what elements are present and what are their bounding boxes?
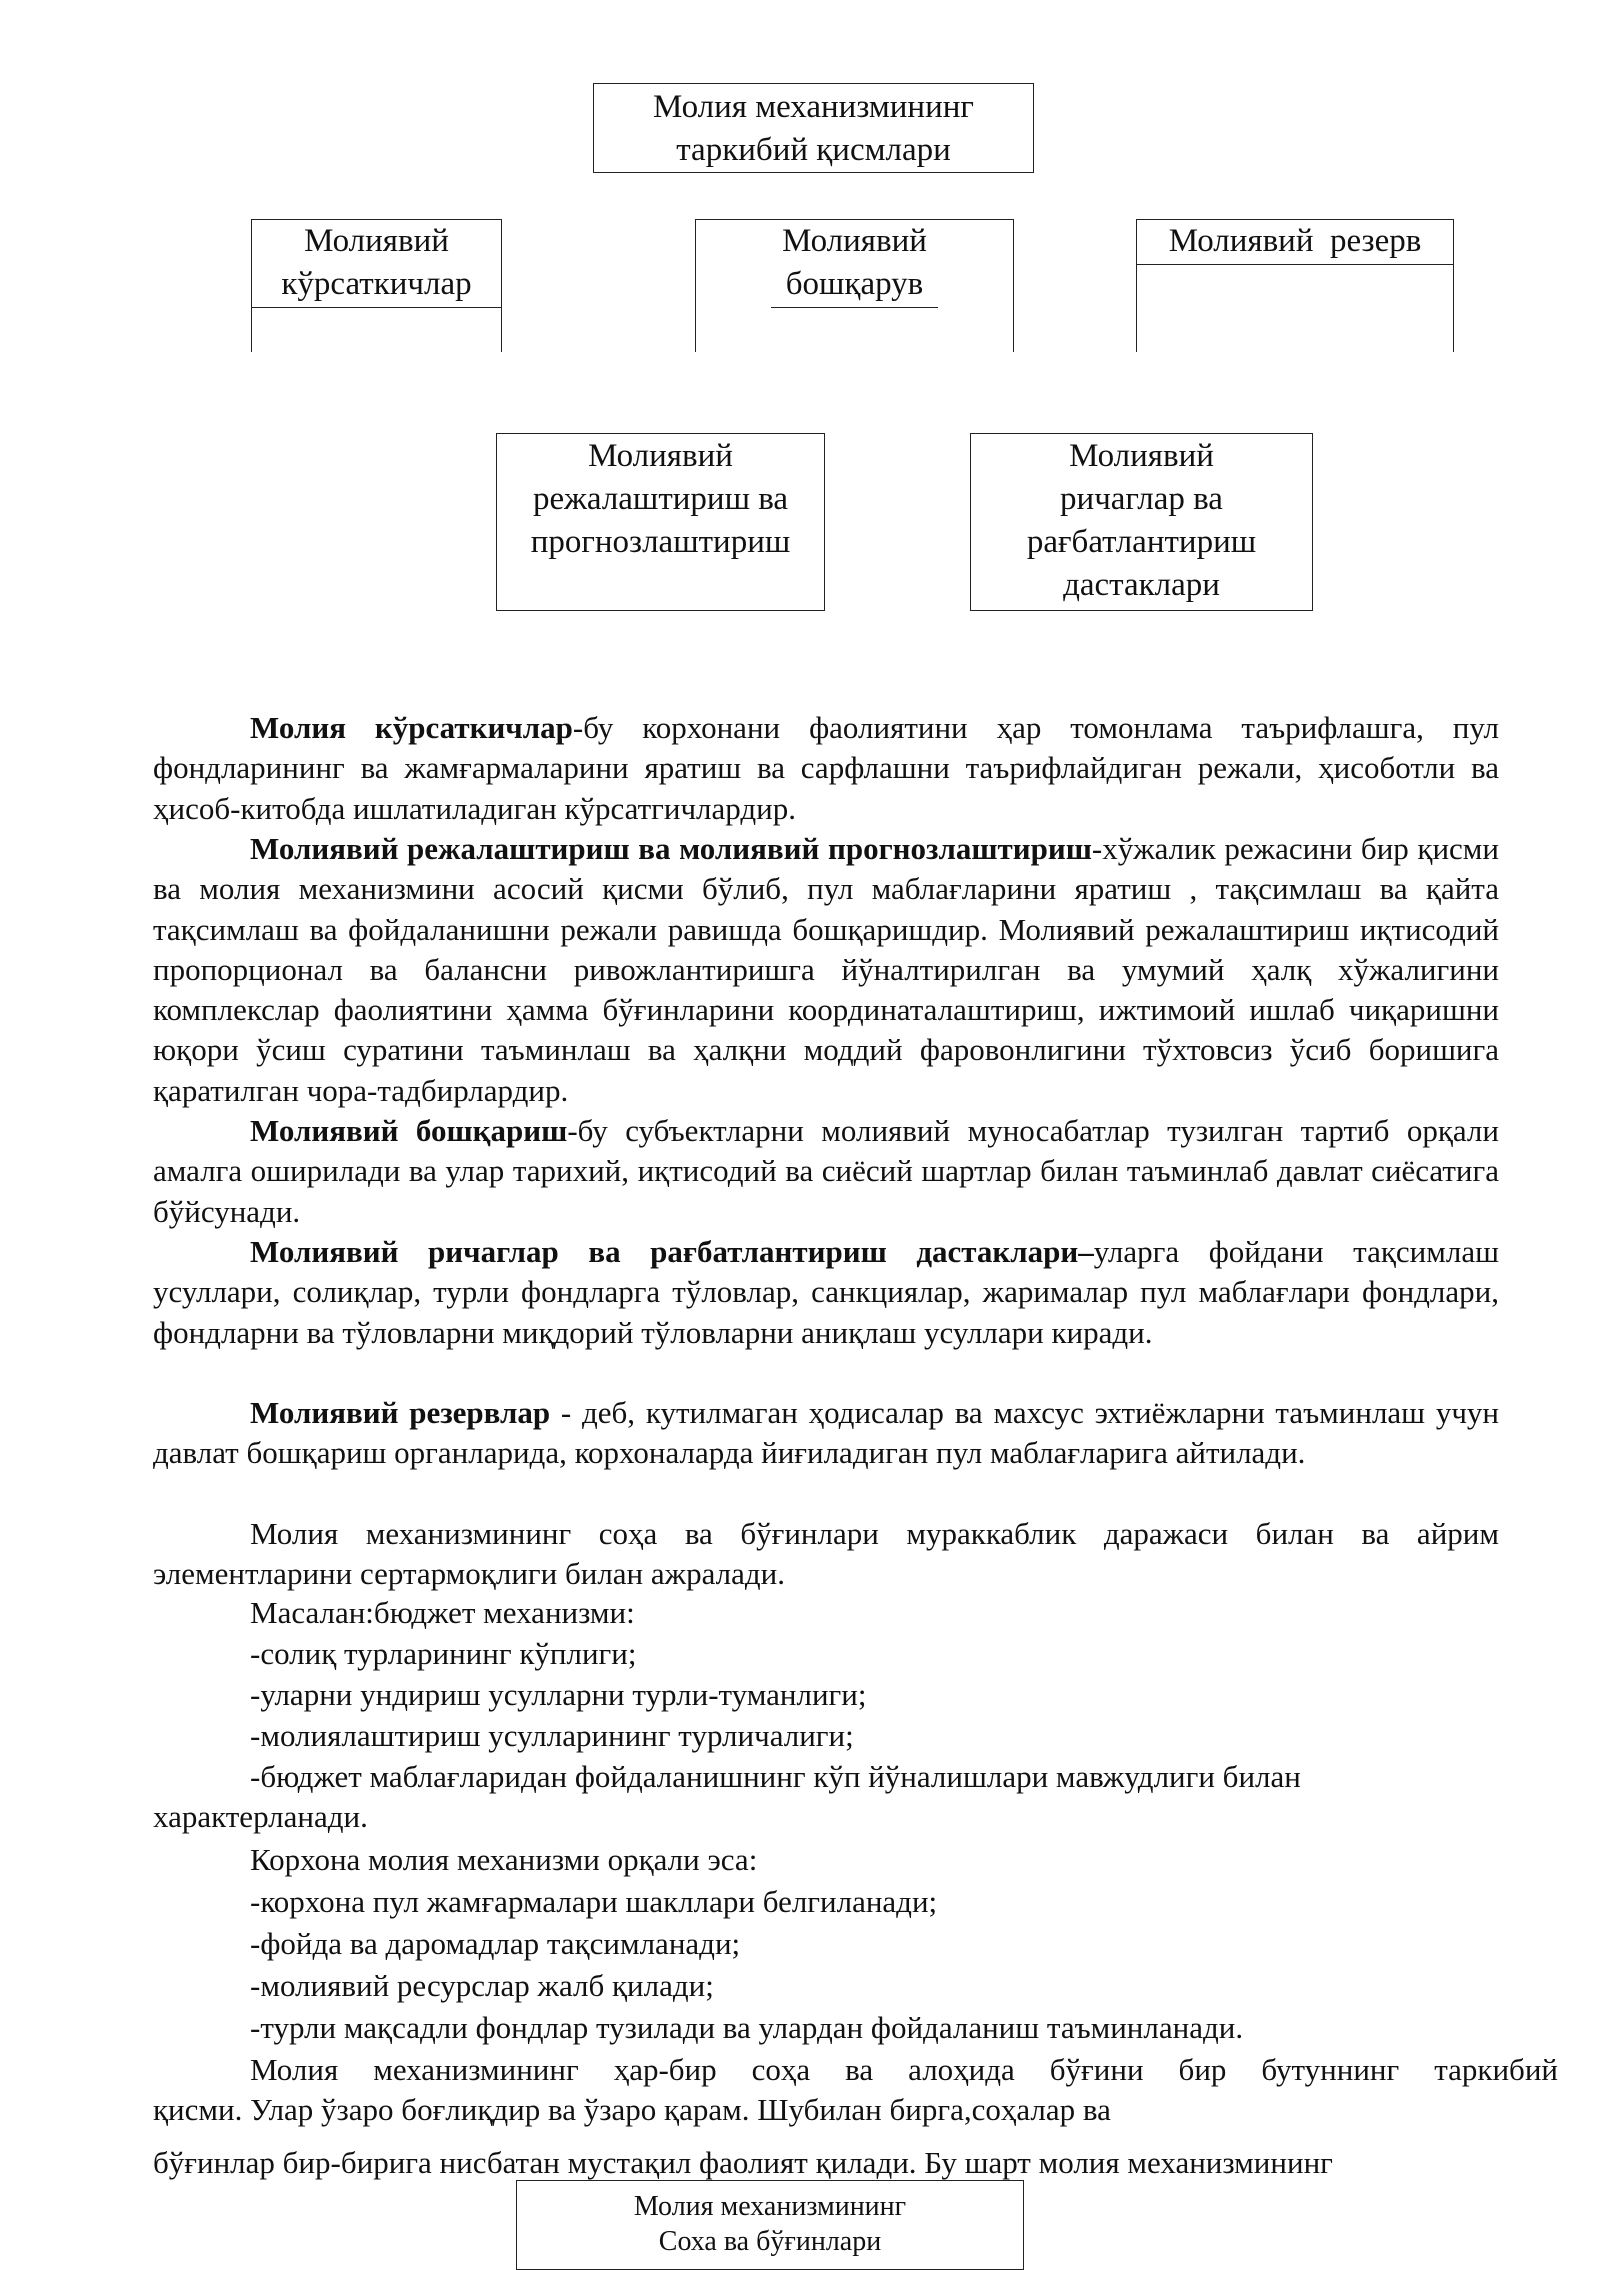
diagram-box-label-line1: Молиявий <box>588 438 733 474</box>
diagram-box-label-line2: кўрсаткичлар <box>281 266 472 302</box>
paragraph-financial-reserves <box>153 1393 1499 1474</box>
paragraph-sectors-complexity <box>153 1514 1499 1595</box>
diagram-box-underline <box>771 307 938 308</box>
paragraph-line: бўғинлар бир-бирига нисбатан мустақил фаолият қилади. Бу шарт молия механизмининг <box>153 2145 1333 2180</box>
diagram-bottom-box <box>516 2180 1024 2270</box>
enterprise-intro: Корхона молия механизми орқали эса: <box>250 1842 758 1877</box>
definition-text: - деб, кутилмаган ҳодисалар ва махсус эхтиёжларни таъминлаш учун давлат бошқариш органларида, корхоналарда йиғиладиган пул маблағларига айтилади. <box>153 1395 1499 1471</box>
definition-text: -хўжалик режасини бир қисми ва молия механизмини асосий қисми бўлиб, пул маблағларини яратиш , тақсимлаш ва қайта тақсимлаш ва фойдаланишни режали равишда бошқаришдир. Молиявий режалаштириш иқтисодий пропорционал ва балансни ривожлантиришга йўналтирилган ва умумий ҳалқ хўжалигини комплекслар фаолиятини ҳамма бўғинларини координаталаштириш, ижтимоий ишлаб чиқаришни юқори ўсиш суратини таъминлаш ва ҳалқни моддий фаровонлигини тўхтовсиз ўсиб боришига қаратилган чора-тадбирлардир. <box>153 831 1500 1108</box>
diagram-box-label-line1: Молиявий <box>1069 438 1214 474</box>
list-item-continuation: характерланади. <box>153 1799 368 1834</box>
diagram-root-box <box>593 83 1034 173</box>
diagram-box-label-line1: Молиявий <box>782 223 927 259</box>
term-bold: Молиявий бошқариш <box>250 1113 568 1148</box>
diagram-box-label-line1: Молиявий резерв <box>1168 223 1422 259</box>
diagram-box-underline <box>251 307 502 308</box>
diagram-box-label-line2: ричаглар ва <box>1060 481 1223 517</box>
term-bold: Молиявий резервлар <box>250 1395 551 1430</box>
paragraph-planning-forecasting <box>153 829 1499 1111</box>
diagram-box-underline <box>1136 264 1454 265</box>
paragraph-financial-management <box>153 1111 1499 1232</box>
definition-text: -бу корхонани фаолиятини ҳар томонлама таърифлашга, пул фондларининг ва жамғармаларини яратиш ва сарфлашни таърифлайдиган режали, ҳисоботли ва ҳисоб-китобда ишлатиладиган кўрсатгичлардир. <box>153 710 1499 826</box>
diagram-box-levers-incentives <box>970 433 1313 611</box>
diagram-box-financial-indicators <box>251 219 502 352</box>
diagram-box-label-line1: Молиявий <box>304 223 449 259</box>
list-item: -бюджет маблағларидан фойдаланишнинг кўп йўналишлари мавжудлиги билан <box>250 1759 1301 1794</box>
term-bold: Молия кўрсаткичлар <box>250 710 573 745</box>
term-bold: Молиявий ричаглар ва рағбатлантириш дастаклари– <box>250 1234 1094 1269</box>
list-item: -молиялаштириш усулларининг турличалиги; <box>250 1718 854 1753</box>
paragraph-line: Молия механизмининг ҳар-бир соҳа ва алоҳида бўғини бир бутуннинг таркибий <box>250 2052 1558 2087</box>
term-bold: Молиявий режалаштириш ва молиявий прогнозлаштириш <box>250 831 1092 866</box>
diagram-box-financial-reserve <box>1136 219 1454 352</box>
diagram-root-line1: Молия механизмининг <box>653 89 974 125</box>
diagram-box-label-line2: бошқарув <box>785 266 924 302</box>
paragraph-line: қисми. Улар ўзаро боғлиқдир ва ўзаро қарам. Шубилан бирга,соҳалар ва <box>153 2092 1111 2127</box>
list-item: -уларни ундириш усулларни турли-туманлиги; <box>250 1677 867 1712</box>
paragraph-levers-incentives <box>153 1232 1499 1353</box>
diagram-box-label-line3: прогнозлаштириш <box>530 524 791 560</box>
diagram-box-label-line3: рағбатлантириш <box>1026 524 1257 560</box>
list-item: -солиқ турларининг кўплиги; <box>250 1636 637 1671</box>
diagram-root-line2: таркибий қисмлари <box>676 132 951 168</box>
budget-intro: Масалан:бюджет механизми: <box>250 1595 635 1630</box>
list-item: -корхона пул жамғармалари шакллари белгиланади; <box>250 1884 938 1919</box>
definition-text: -бу субъектларни молиявий муносабатлар тузилган тартиб орқали амалга оширилади ва улар тарихий, иқтисодий ва сиёсий шартлар билан таъминлаб давлат сиёсатига бўйсунади. <box>153 1113 1499 1229</box>
paragraph-financial-indicators <box>153 708 1499 829</box>
paragraph-text: Молия механизмининг соҳа ва бўғинлари мураккаблик даражаси билан ва айрим элементларини сертармоқлиги билан ажралади. <box>153 1516 1499 1592</box>
diagram-bottom-line1: Молия механизмининг <box>633 2191 907 2222</box>
diagram-box-label-line4: дастаклари <box>1063 567 1220 603</box>
list-item: -фойда ва даромадлар тақсимланади; <box>250 1926 741 1961</box>
list-item: -молиявий ресурслар жалб қилади; <box>250 1968 714 2003</box>
definition-text: уларга фойдани тақсимлаш усуллари, солиқлар, турли фондларга тўловлар, санкциялар, жарималар пул маблағлари фондлари, фондларни ва тўловларни миқдорий тўловларни аниқлаш усуллари киради. <box>153 1234 1499 1350</box>
diagram-bottom-line2: Соха ва бўғинлари <box>658 2226 882 2257</box>
diagram-box-planning-forecasting <box>496 433 825 611</box>
diagram-box-financial-management <box>695 219 1014 352</box>
diagram-box-label-line2: режалаштириш ва <box>532 481 789 517</box>
list-item: -турли мақсадли фондлар тузилади ва улардан фойдаланиш таъминланади. <box>250 2010 1244 2045</box>
